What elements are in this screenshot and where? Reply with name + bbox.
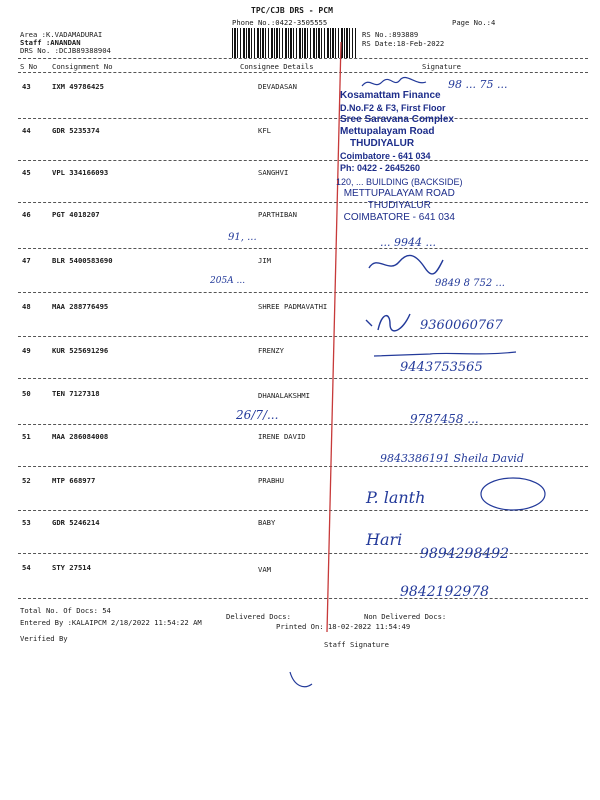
row-divider — [18, 466, 588, 467]
row-consignee: PARTHIBAN — [258, 210, 297, 219]
handwritten-signature: P. lanth — [366, 488, 426, 507]
stamp-line: D.No.F2 & F3, First Floor — [340, 103, 446, 113]
header-divider-top — [18, 58, 588, 59]
row-consignee: BABY — [258, 518, 276, 527]
address-stamp — [336, 176, 463, 224]
total-docs: Total No. Of Docs: 54 — [20, 606, 111, 615]
staff-label: Staff :ANANDAN — [20, 38, 81, 47]
row-consignee: FRENZY — [258, 346, 284, 355]
stamp-line: Mettupalayam Road — [340, 126, 435, 137]
row-consignee: SANGHVI — [258, 168, 289, 177]
row-consignee: DHANALAKSHMI — [258, 391, 310, 400]
staff-signature-label: Staff Signature — [324, 640, 389, 649]
page-number: Page No.:4 — [452, 18, 496, 27]
handwritten-phone: 9443753565 — [400, 360, 483, 375]
stamp-line: THUDIYALUR — [350, 138, 415, 149]
row-consignment: GDR 5235374 — [52, 126, 100, 135]
row-divider — [18, 292, 588, 293]
handwritten-phone: 9787458 ... — [410, 412, 479, 426]
row-consignee: JIM — [258, 256, 271, 265]
row-sno: 45 — [22, 168, 31, 177]
row-sno: 47 — [22, 256, 31, 265]
signature-mark — [365, 250, 445, 280]
row-consignee: SHREE PADMAVATHI — [258, 302, 328, 311]
rs-number: RS No.:893889 — [362, 30, 419, 39]
handwritten-phone: 9360060767 — [420, 318, 503, 333]
phone-number: Phone No.:0422-3505555 — [232, 18, 328, 27]
row-divider — [18, 336, 588, 337]
stamp-line: Kosamattam Finance — [340, 90, 441, 101]
row-consignment: PGT 4018207 — [52, 210, 100, 219]
stamp-line: Ph: 0422 - 2645260 — [340, 163, 421, 173]
handwritten-oval-note — [478, 474, 548, 514]
handwritten-phone: 9849 8 752 ... — [435, 278, 505, 289]
col-sno: S No — [20, 62, 38, 71]
row-sno: 53 — [22, 518, 31, 527]
col-signature: Signature — [422, 62, 461, 71]
stamp-line: Sree Saravana Complex — [340, 114, 454, 125]
drs-number: DRS No. :DCJB89388904 — [20, 46, 111, 55]
handwritten-phone: 98 ... 75 ... — [448, 78, 508, 91]
non-delivered-docs: Non Delivered Docs: — [364, 612, 447, 621]
handwritten-phone: 9843386191 Sheila David — [380, 452, 524, 465]
handwritten-phone: ... 9944 ... — [380, 236, 436, 249]
row-consignment: MAA 288776495 — [52, 302, 109, 311]
row-consignment: MTP 668977 — [52, 476, 96, 485]
row-sno: 46 — [22, 210, 31, 219]
row-sno: 49 — [22, 346, 31, 355]
stamp-line: Coimbatore - 641 034 — [340, 151, 431, 161]
row-consignee: IRENE DAVID — [258, 432, 306, 441]
col-consignee: Consignee Details — [240, 62, 314, 71]
row-divider — [18, 598, 588, 599]
row-sno: 54 — [22, 563, 31, 572]
row-consignee: DEVADASAN — [258, 82, 297, 91]
row-consignment: VPL 334166093 — [52, 168, 109, 177]
handwritten-name: Hari — [366, 530, 403, 549]
report-title: TPC/CJB DRS - PCM — [251, 6, 333, 15]
row-consignment: BLR 5400583690 — [52, 256, 113, 265]
handwritten-date: 26/7/... — [236, 408, 279, 422]
verified-by: Verified By — [20, 634, 68, 643]
row-consignment: TEN 7127318 — [52, 389, 100, 398]
row-consignment: MAA 286084008 — [52, 432, 109, 441]
signature-mark — [360, 76, 430, 92]
rs-date: RS Date:18-Feb-2022 — [362, 39, 445, 48]
row-divider — [18, 160, 588, 161]
row-divider — [18, 424, 588, 425]
entered-by: Entered By :KALAIPCM 2/18/2022 11:54:22 AM — [20, 618, 202, 627]
handwritten-phone: 9894298492 — [420, 546, 510, 562]
signature-mark — [360, 306, 420, 336]
row-consignment: IXM 49786425 — [52, 82, 104, 91]
stamp-line: METTUPALAYAM ROAD — [343, 188, 455, 199]
row-consignment: GDR 5246214 — [52, 518, 100, 527]
row-sno: 50 — [22, 389, 31, 398]
header-divider-bottom — [18, 72, 588, 73]
stamp-line: 120, ... BUILDING (BACKSIDE) — [336, 177, 463, 187]
row-consignee: VAM — [258, 565, 271, 574]
row-sno: 52 — [22, 476, 31, 485]
row-divider — [18, 118, 588, 119]
handwritten-note: 91, ... — [228, 232, 257, 243]
row-divider — [18, 378, 588, 379]
row-divider — [18, 248, 588, 249]
row-consignment: STY 27514 — [52, 563, 91, 572]
staff-signature-mark — [286, 668, 316, 692]
handwritten-note: 205A ... — [210, 276, 246, 286]
row-consignee: PRABHU — [258, 476, 284, 485]
printed-on: Printed On: 18-02-2022 11:54:49 — [276, 622, 411, 631]
row-sno: 51 — [22, 432, 31, 441]
stamp-line: COIMBATORE - 641 034 — [343, 212, 455, 223]
row-sno: 44 — [22, 126, 31, 135]
col-consignment: Consignment No — [52, 62, 113, 71]
row-consignment: KUR 525691296 — [52, 346, 109, 355]
stamp-line: THUDIYALUR — [367, 200, 431, 211]
delivered-docs: Delivered Docs: — [226, 612, 291, 621]
row-divider — [18, 202, 588, 203]
row-sno: 43 — [22, 82, 31, 91]
area-label: Area :K.VADAMADURAI — [20, 30, 103, 39]
kosamattam-stamp — [340, 90, 454, 174]
row-sno: 48 — [22, 302, 31, 311]
row-consignee: KFL — [258, 126, 271, 135]
handwritten-phone: 9842192978 — [400, 584, 490, 600]
